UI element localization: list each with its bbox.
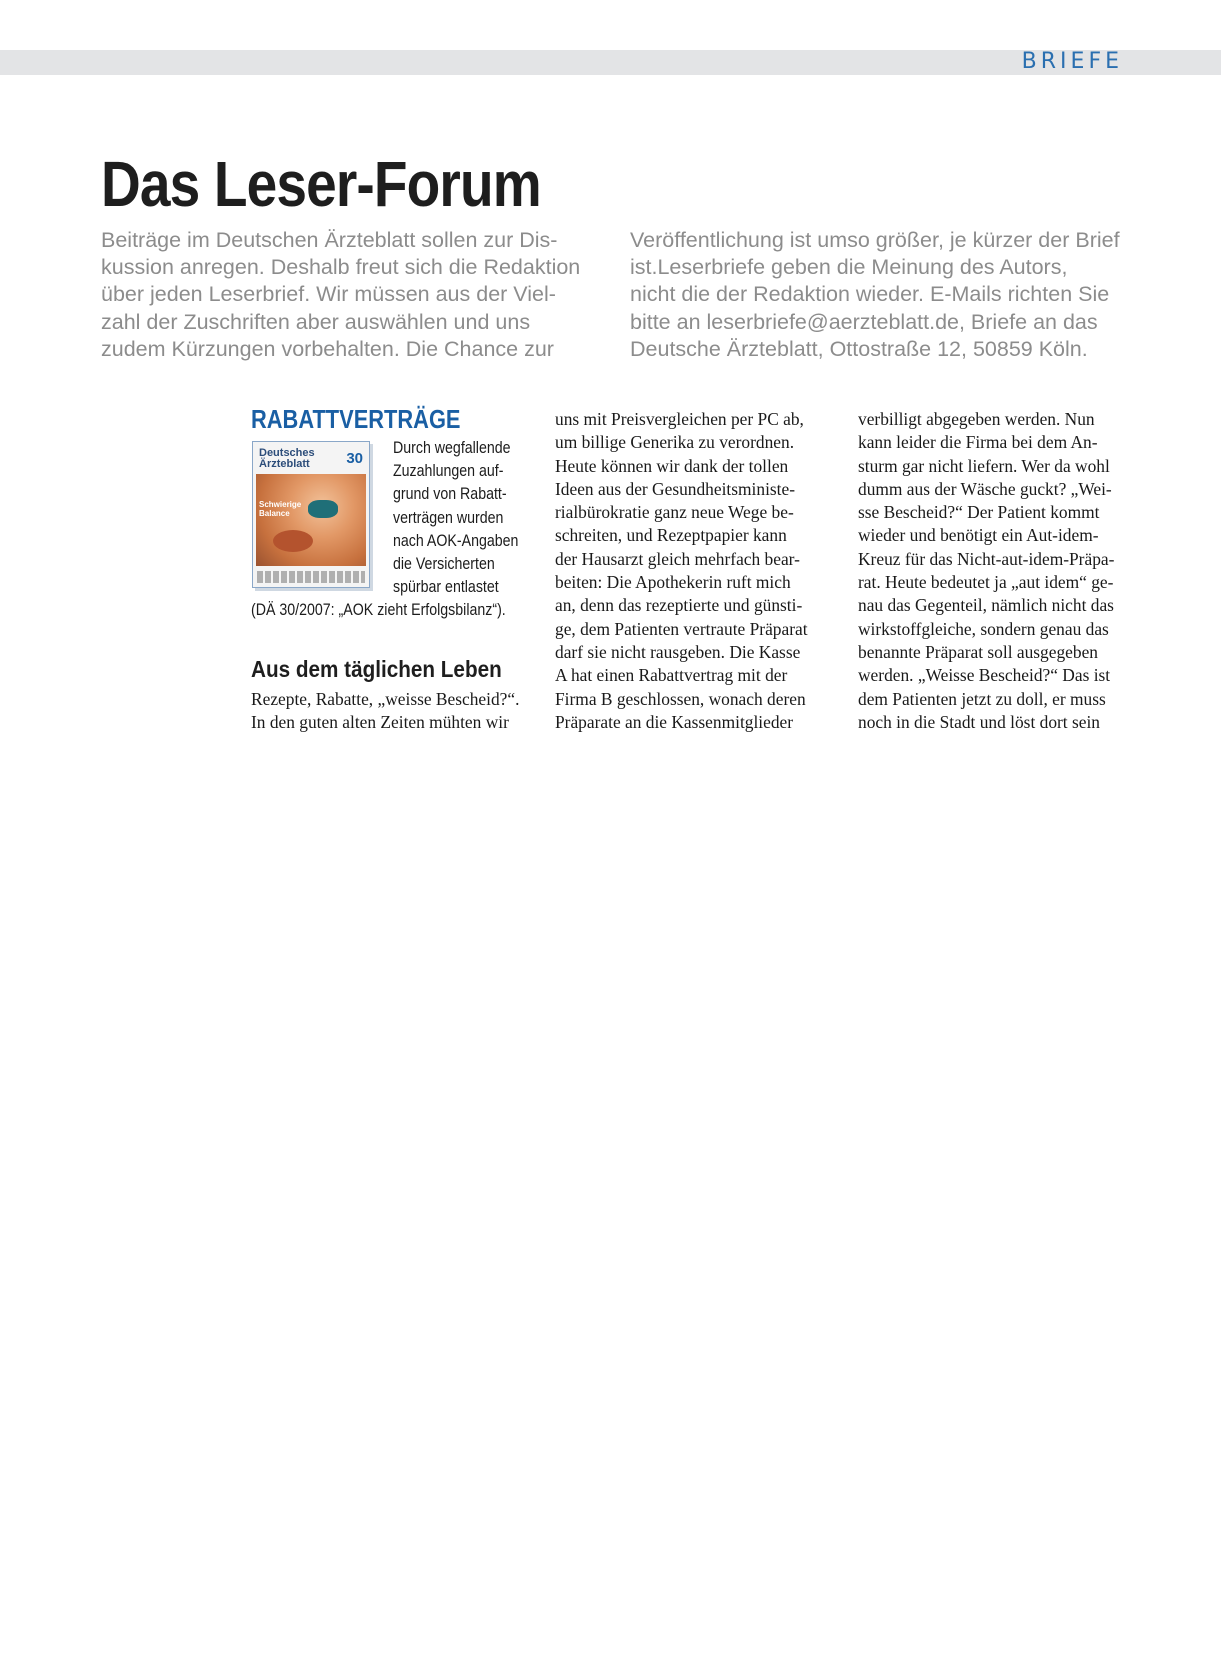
article-column-1	[251, 688, 519, 735]
body-line: In den guten alten Zeiten mühten wir	[251, 712, 509, 733]
body-line: Firma B geschlossen, wonach deren	[555, 688, 806, 709]
intro-right-column	[630, 227, 1135, 363]
body-line: darf sie nicht rausgeben. Die Kasse	[555, 641, 801, 662]
caption-line: die Versicherten	[393, 555, 495, 574]
article-rubric: RABATTVERTRÄGE	[251, 404, 461, 434]
body-line: kann leider die Firma bei dem An-	[858, 432, 1098, 453]
body-line: um billige Generika zu verordnen.	[555, 432, 795, 453]
body-line: verbilligt abgegeben werden. Nun	[858, 409, 1095, 429]
body-line: Kreuz für das Nicht-aut-idem-Präpa-	[858, 548, 1115, 569]
intro-line: Veröffentlichung ist umso größer, je kürzer der Brief	[630, 228, 1120, 252]
body-line: Heute können wir dank der tollen	[555, 455, 789, 476]
body-line: wieder und benötigt ein Aut-idem-	[858, 525, 1099, 546]
body-line: ge, dem Patienten vertraute Präparat	[555, 618, 808, 639]
body-line: an, denn das rezeptierte und günsti-	[555, 595, 803, 616]
intro-line: bitte an leserbriefe@aerzteblatt.de, Briefe an das	[630, 309, 1098, 334]
intro-line: zudem Kürzungen vorbehalten. Die Chance zur	[101, 336, 554, 361]
body-line: sturm gar nicht liefern. Wer da wohl	[858, 455, 1110, 476]
body-line: A hat einen Rabattvertrag mit der	[555, 665, 788, 686]
page-title: Das Leser-Forum	[101, 148, 541, 220]
intro-left-column	[101, 227, 606, 363]
article-column-3	[858, 408, 1114, 734]
body-line: Ideen aus der Gesundheitsministe-	[555, 478, 796, 499]
intro-line: Deutsche Ärzteblatt, Ottostraße 12, 50859 Köln.	[630, 336, 1088, 361]
article-subheading: Aus dem täglichen Leben	[251, 656, 502, 682]
body-line: beiten: Die Apothekerin ruft mich	[555, 572, 791, 593]
intro-line: kussion anregen. Deshalb freut sich die Redaktion	[101, 255, 581, 280]
caption-line: nach AOK-Angaben	[393, 531, 519, 550]
body-line: nau das Gegenteil, nämlich nicht das	[858, 595, 1114, 616]
article-column-2	[555, 408, 808, 734]
body-line: benannte Präparat soll ausgegeben	[858, 641, 1098, 662]
intro-line: über jeden Leserbrief. Wir müssen aus der Viel-	[101, 282, 556, 307]
cover-logo: Deutsches Ärzteblatt	[259, 447, 315, 470]
body-line: uns mit Preisvergleichen per PC ab,	[555, 409, 804, 429]
body-line: rialbürokratie ganz neue Wege be-	[555, 502, 794, 523]
caption-line: verträgen wurden	[393, 508, 504, 527]
body-line: noch in die Stadt und löst dort sein	[858, 711, 1100, 732]
body-line: der Hausarzt gleich mehrfach bear-	[555, 548, 800, 569]
body-line: dumm aus der Wäsche guckt? „Wei-	[858, 478, 1112, 499]
body-line: rat. Heute bedeutet ja „aut idem“ ge-	[858, 572, 1114, 593]
intro-line: ist.Leserbriefe geben die Meinung des Autors,	[630, 255, 1068, 280]
caption-line: spürbar entlastet	[393, 578, 499, 597]
body-line: wirkstoffgleiche, sondern genau das	[858, 618, 1109, 639]
body-line: schreiten, und Rezeptpapier kann	[555, 525, 787, 546]
intro-line: nicht die der Redaktion wieder. E-Mails richten Sie	[630, 282, 1110, 307]
caption-line: Durch wegfallende	[393, 439, 511, 457]
body-line: dem Patienten jetzt zu doll, er muss	[858, 688, 1106, 709]
body-line: Rezepte, Rabatte, „weisse Bescheid?“.	[251, 689, 520, 709]
cover-issue-number: 30	[346, 450, 363, 467]
intro-line: Beiträge im Deutschen Ärzteblatt sollen zur Dis-	[101, 228, 558, 252]
body-line: werden. „Weisse Bescheid?“ Das ist	[858, 665, 1111, 686]
caption-line: grund von Rabatt-	[393, 485, 507, 504]
caption-line: (DÄ 30/2007: „AOK zieht Erfolgsbilanz“).	[251, 601, 506, 620]
cover-caption	[251, 437, 531, 623]
cover-subtitle: Schwierige Balance	[259, 500, 302, 518]
caption-line: Zuzahlungen auf-	[393, 462, 504, 481]
intro-line: zahl der Zuschriften aber auswählen und uns	[101, 309, 531, 334]
body-line: Präparate an die Kassenmitglieder	[555, 711, 794, 732]
section-label: BRIEFE	[1021, 49, 1123, 74]
body-line: sse Bescheid?“ Der Patient kommt	[858, 502, 1100, 523]
